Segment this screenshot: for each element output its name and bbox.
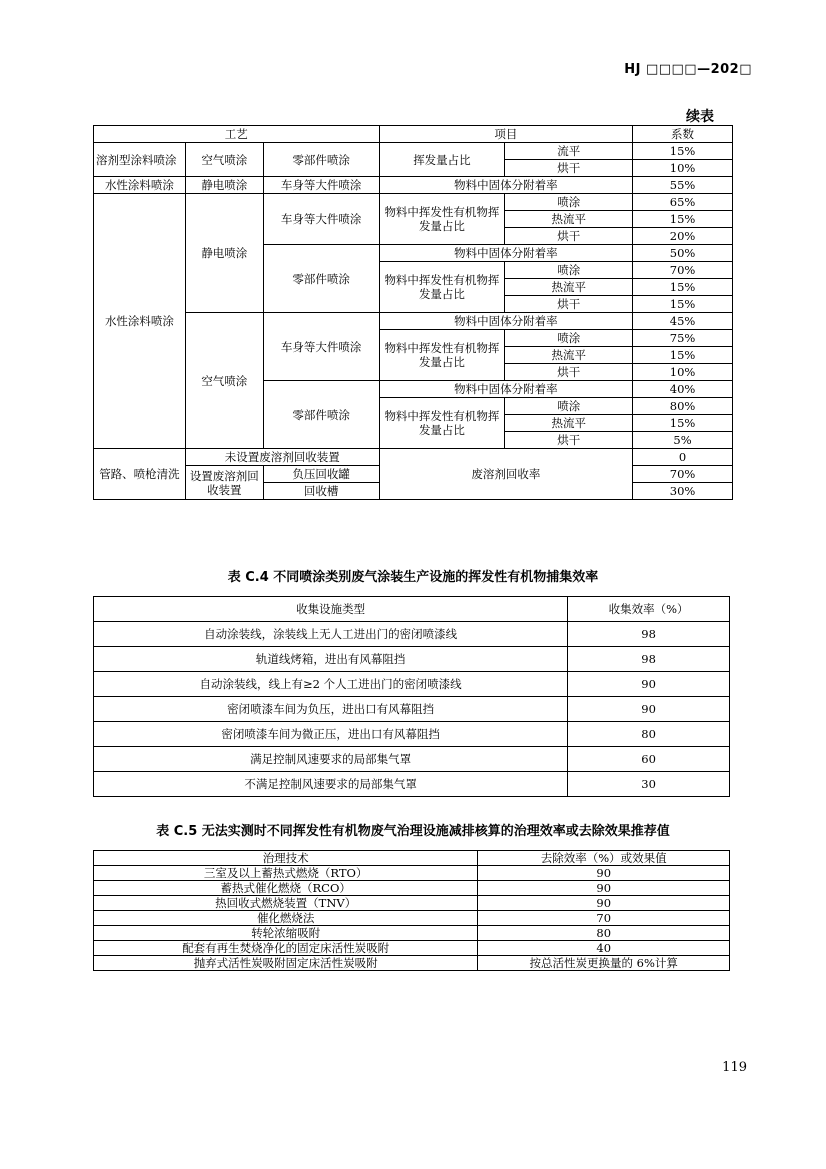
cell-sub: 烘干 [505, 228, 633, 245]
cell-item: 物料中挥发性有机物挥发量占比 [379, 262, 505, 313]
cell-with-device: 设置废溶剂回收装置 [185, 466, 263, 500]
cell-method: 空气喷涂 [185, 313, 263, 449]
cell-sub: 烘干 [505, 364, 633, 381]
cell-type: 密闭喷漆车间为负压，进出口有风幕阻挡 [94, 697, 568, 722]
cell-value: 80 [478, 926, 730, 941]
cell-value: 90 [478, 896, 730, 911]
cell-sub: 烘干 [505, 432, 633, 449]
table-row [94, 772, 730, 797]
cell-type: 不满足控制风速要求的局部集气罩 [94, 772, 568, 797]
cell-technology: 催化燃烧法 [94, 911, 478, 926]
table-row [94, 956, 730, 971]
cell-type: 满足控制风速要求的局部集气罩 [94, 747, 568, 772]
cell-part: 零部件喷涂 [263, 245, 379, 313]
cell-type: 自动涂装线，线上有≥2 个人工进出门的密闭喷漆线 [94, 672, 568, 697]
header-item: 项目 [379, 126, 633, 143]
cell-type: 密闭喷漆车间为微正压，进出口有风幕阻挡 [94, 722, 568, 747]
cell-method: 静电喷涂 [185, 194, 263, 313]
cell-item: 物料中固体分附着率 [379, 381, 633, 398]
cell-part: 车身等大件喷涂 [263, 177, 379, 194]
cell-sub: 热流平 [505, 415, 633, 432]
cell-item: 挥发量占比 [379, 143, 505, 177]
cell-value: 10% [633, 160, 733, 177]
table-row [94, 896, 730, 911]
cell-item: 物料中挥发性有机物挥发量占比 [379, 330, 505, 381]
cell-value: 80% [633, 398, 733, 415]
cell-value: 60 [568, 747, 730, 772]
header-coefficient: 系数 [633, 126, 733, 143]
table-row [94, 881, 730, 896]
cell-value: 90 [568, 672, 730, 697]
cell-value: 15% [633, 211, 733, 228]
cell-value: 45% [633, 313, 733, 330]
cell-technology: 转轮浓缩吸附 [94, 926, 478, 941]
table-row [94, 622, 730, 647]
table-c5-caption: 表 C.5 无法实测时不同挥发性有机物废气治理设施减排核算的治理效率或去除效果推荐值 [156, 824, 670, 839]
cell-value: 40% [633, 381, 733, 398]
cell-value: 40 [478, 941, 730, 956]
table-header-row [94, 126, 733, 143]
header-treatment-technology: 治理技术 [94, 851, 478, 866]
header-removal-efficiency: 去除效率（%）或效果值 [478, 851, 730, 866]
cell-value: 10% [633, 364, 733, 381]
header-collection-efficiency: 收集效率（%） [568, 597, 730, 622]
cell-technology: 蓄热式催化燃烧（RCO） [94, 881, 478, 896]
cell-sub: 热流平 [505, 211, 633, 228]
table-c5 [93, 850, 730, 971]
table-c4 [93, 596, 730, 797]
cell-value: 98 [568, 647, 730, 672]
table-row [94, 194, 733, 211]
cell-value: 30% [633, 483, 733, 500]
table-row [94, 697, 730, 722]
table-row [94, 313, 733, 330]
cell-sub: 喷涂 [505, 262, 633, 279]
cell-sub: 烘干 [505, 160, 633, 177]
cell-sub: 喷涂 [505, 194, 633, 211]
cell-value: 15% [633, 143, 733, 160]
cell-value: 50% [633, 245, 733, 262]
cell-value: 55% [633, 177, 733, 194]
table-row [94, 911, 730, 926]
table-c3-continued [93, 125, 733, 500]
cell-item: 物料中固体分附着率 [379, 313, 633, 330]
cell-sub: 烘干 [505, 296, 633, 313]
cell-technology: 热回收式燃烧装置（TNV） [94, 896, 478, 911]
cell-part: 零部件喷涂 [263, 381, 379, 449]
cell-technology: 三室及以上蓄热式燃烧（RTO） [94, 866, 478, 881]
cell-item: 物料中挥发性有机物挥发量占比 [379, 398, 505, 449]
document-code: HJ □□□□—202□ [624, 62, 752, 77]
cell-type: 轨道线烤箱，进出有风幕阻挡 [94, 647, 568, 672]
cell-value: 15% [633, 296, 733, 313]
cell-method: 空气喷涂 [185, 143, 263, 177]
cell-part: 车身等大件喷涂 [263, 194, 379, 245]
table-row [94, 941, 730, 956]
cell-sub: 热流平 [505, 279, 633, 296]
cell-part: 车身等大件喷涂 [263, 313, 379, 381]
cell-value: 15% [633, 279, 733, 296]
cell-type: 自动涂装线，涂装线上无人工进出门的密闭喷漆线 [94, 622, 568, 647]
table-c4-caption: 表 C.4 不同喷涂类别废气涂装生产设施的挥发性有机物捕集效率 [227, 570, 599, 585]
header-process: 工艺 [94, 126, 380, 143]
cell-value: 按总活性炭更换量的 6%计算 [478, 956, 730, 971]
cell-type: 水性涂料喷涂 [94, 177, 186, 194]
cell-technology: 抛弃式活性炭吸附固定床活性炭吸附 [94, 956, 478, 971]
table-row [94, 866, 730, 881]
cell-value: 90 [568, 697, 730, 722]
cell-sub: 热流平 [505, 347, 633, 364]
cell-value: 0 [633, 449, 733, 466]
table-row [94, 747, 730, 772]
cell-value: 70% [633, 262, 733, 279]
table-row [94, 672, 730, 697]
cell-sub: 回收槽 [263, 483, 379, 500]
cell-item: 废溶剂回收率 [379, 449, 633, 500]
cell-part: 零部件喷涂 [263, 143, 379, 177]
cell-item: 物料中固体分附着率 [379, 245, 633, 262]
table-row [94, 926, 730, 941]
table-header-row [94, 597, 730, 622]
cell-value: 5% [633, 432, 733, 449]
page-number: 119 [722, 1060, 747, 1075]
cell-value: 98 [568, 622, 730, 647]
cell-sub: 负压回收罐 [263, 466, 379, 483]
cell-value: 15% [633, 415, 733, 432]
cell-value: 15% [633, 347, 733, 364]
table-row [94, 143, 733, 160]
continued-label: 续表 [686, 109, 714, 125]
cell-type: 水性涂料喷涂 [94, 194, 186, 449]
cell-value: 80 [568, 722, 730, 747]
header-collection-type: 收集设施类型 [94, 597, 568, 622]
cell-sub: 喷涂 [505, 398, 633, 415]
cell-value: 20% [633, 228, 733, 245]
cell-method: 静电喷涂 [185, 177, 263, 194]
cell-item: 物料中固体分附着率 [379, 177, 633, 194]
table-row [94, 449, 733, 466]
cell-item: 物料中挥发性有机物挥发量占比 [379, 194, 505, 245]
cell-value: 30 [568, 772, 730, 797]
table-row [94, 647, 730, 672]
cell-value: 70% [633, 466, 733, 483]
cell-type: 溶剂型涂料喷涂 [94, 143, 186, 177]
cell-value: 90 [478, 881, 730, 896]
cell-no-device: 未设置废溶剂回收装置 [185, 449, 379, 466]
cell-sub: 喷涂 [505, 330, 633, 347]
cell-value: 65% [633, 194, 733, 211]
cell-value: 90 [478, 866, 730, 881]
table-row [94, 177, 733, 194]
cell-value: 70 [478, 911, 730, 926]
cell-sub: 流平 [505, 143, 633, 160]
cell-value: 75% [633, 330, 733, 347]
table-row [94, 722, 730, 747]
table-header-row [94, 851, 730, 866]
cell-type: 管路、喷枪清洗 [94, 449, 186, 500]
cell-technology: 配套有再生焚烧净化的固定床活性炭吸附 [94, 941, 478, 956]
